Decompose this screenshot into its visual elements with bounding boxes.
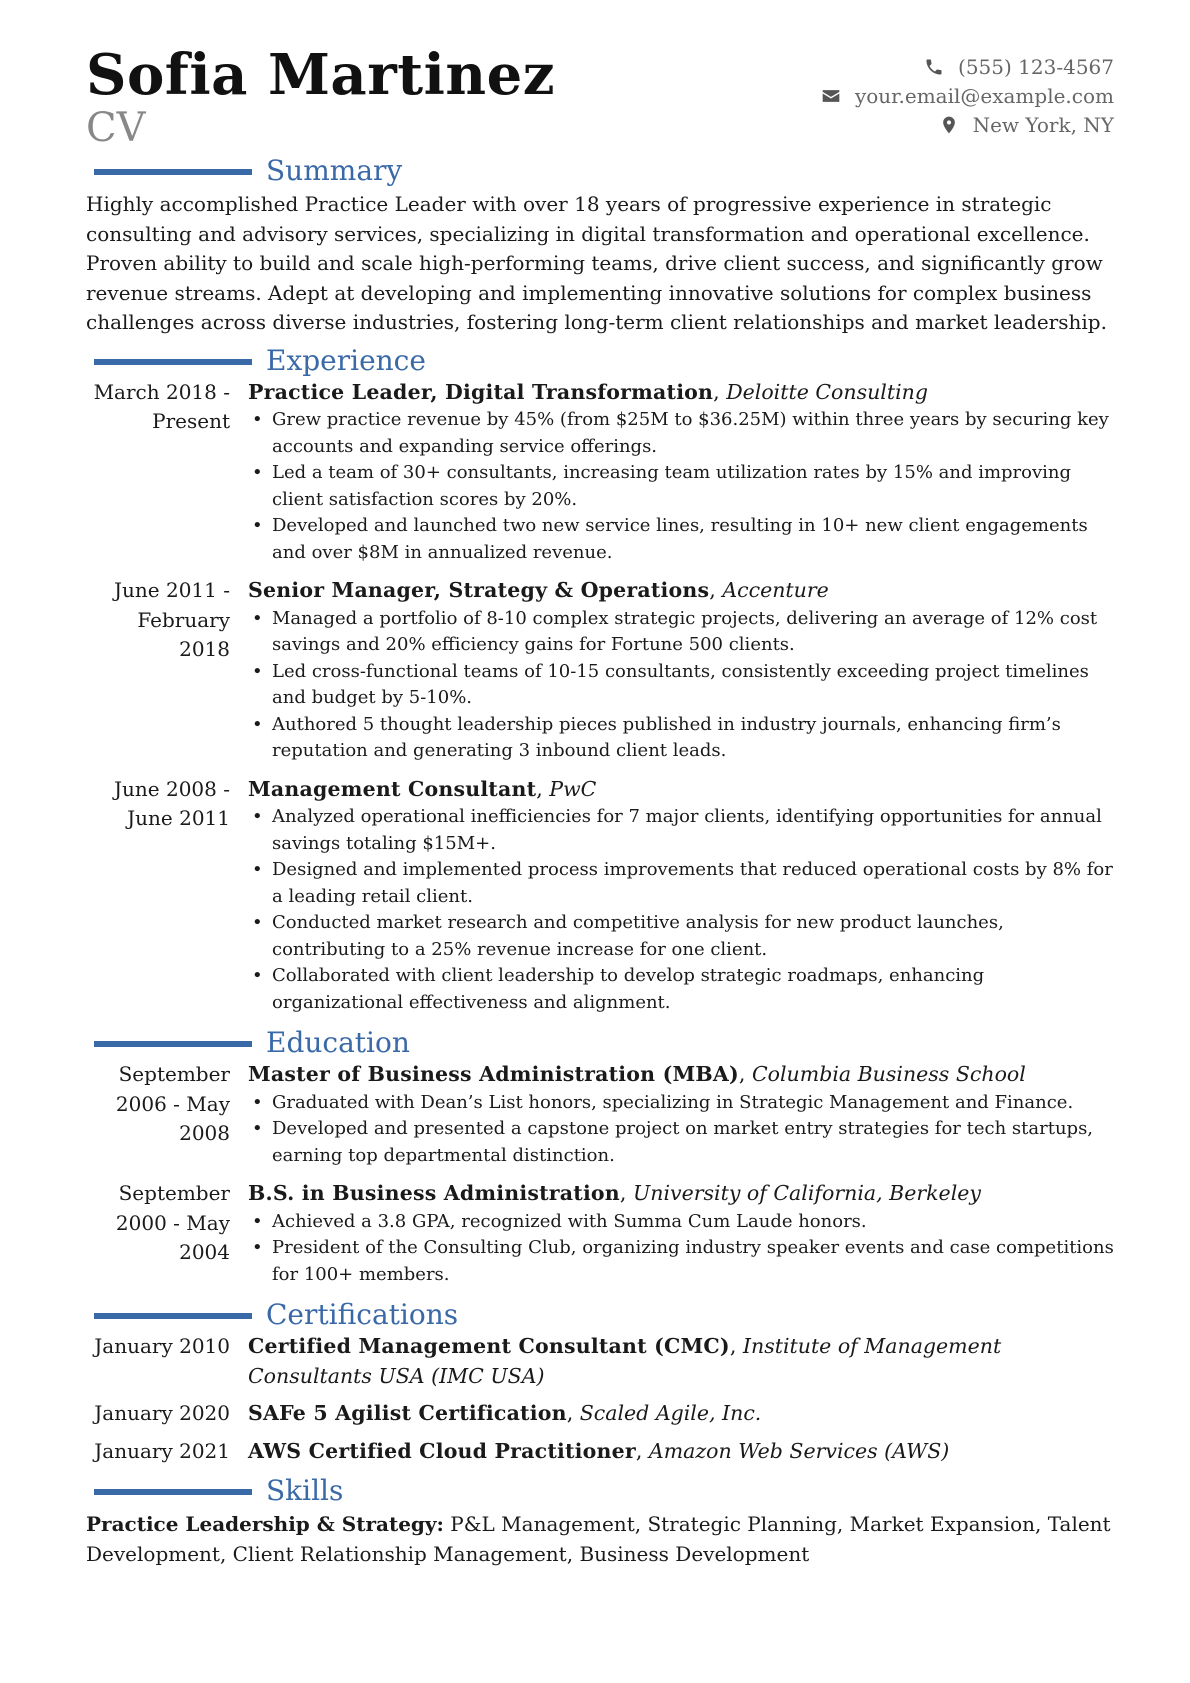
education-entry <box>86 1060 1114 1169</box>
bullet-item: • Achieved a 3.8 GPA, recognized with Summa Cum Laude honors. <box>248 1209 1114 1236</box>
cv-page <box>86 44 1114 1569</box>
experience-entry <box>86 775 1114 1017</box>
bullet-item: • Analyzed operational inefficiencies for 7 major clients, identifying opportunities for annual savings totaling $15M+. <box>248 804 1114 857</box>
section-accent-bar <box>94 169 252 175</box>
section-accent-bar <box>94 1313 252 1319</box>
bullet-item: • Managed a portfolio of 8-10 complex strategic projects, delivering an average of 12% cost savings and 20% efficiency gains for Fortune 500 clients. <box>248 606 1114 659</box>
skills-text <box>86 1510 1114 1569</box>
bullet-item: • President of the Consulting Club, organizing industry speaker events and case competitions for 100+ members. <box>248 1235 1114 1288</box>
bullet-item: • Grew practice revenue by 45% (from $25M to $36.25M) within three years by securing key accounts and expanding service offerings. <box>248 407 1114 460</box>
certification-entry: January 2021 AWS Certified Cloud Practitioner, Amazon Web Services (AWS) <box>86 1437 1114 1467</box>
certification-entry: January 2020 SAFe 5 Agilist Certification, Scaled Agile, Inc. <box>86 1399 1114 1429</box>
section-title: Certifications <box>266 1298 459 1331</box>
entry-date: June 2011 - February 2018 <box>114 578 230 661</box>
education-heading <box>86 1026 1114 1060</box>
entry-date: January 2020 <box>94 1401 230 1425</box>
experience-section <box>86 344 1114 1017</box>
entry-degree: B.S. in Business Administration <box>248 1181 620 1205</box>
entry-org: PwC <box>549 776 597 801</box>
section-title: Education <box>266 1026 410 1059</box>
skills-heading <box>86 1474 1114 1508</box>
cert-name: Certified Management Consultant (CMC) <box>248 1334 730 1358</box>
email-text: your.email@example.com <box>854 83 1114 108</box>
entry-degree: Master of Business Administration (MBA) <box>248 1062 739 1086</box>
bullet-item: • Authored 5 thought leadership pieces published in industry journals, enhancing firm’s reputation and generating 3 inbound client leads. <box>248 712 1114 765</box>
bullet-item: • Collaborated with client leadership to develop strategic roadmaps, enhancing organizational effectiveness and alignment. <box>248 963 1114 1016</box>
entry-date: June 2008 - June 2011 <box>114 776 230 830</box>
entry-date: January 2021 <box>94 1438 230 1463</box>
bullet-item: • Developed and launched two new service lines, resulting in 10+ new client engagements and over $8M in annualized revenue. <box>248 513 1114 566</box>
map-pin-icon <box>939 115 959 135</box>
entry-title: Master of Business Administration (MBA), Columbia Business School <box>248 1062 1026 1086</box>
phone-text: (555) 123-4567 <box>958 54 1114 79</box>
bullet-item: • Led a team of 30+ consultants, increasing team utilization rates by 15% and improving client satisfaction scores by 20%. <box>248 460 1114 513</box>
bullet-item: • Designed and implemented process improvements that reduced operational costs by 8% for a leading retail client. <box>248 857 1114 910</box>
entry-date: March 2018 - Present <box>93 379 230 433</box>
entry-date: September 2000 - May 2004 <box>115 1181 230 1264</box>
cert-issuer: Amazon Web Services (AWS) <box>648 1438 950 1463</box>
bullet-item: • Graduated with Dean’s List honors, specializing in Strategic Management and Finance. <box>248 1090 1114 1117</box>
bullet-item: • Led cross-functional teams of 10-15 consultants, consistently exceeding project timelines and budget by 5-10%. <box>248 659 1114 712</box>
entry-org: Accenture <box>722 578 829 602</box>
envelope-icon <box>821 86 841 106</box>
entry-school: University of California, Berkeley <box>632 1181 981 1205</box>
skills-section <box>86 1474 1114 1569</box>
section-title: Summary <box>266 154 403 187</box>
entry-title: B.S. in Business Administration, University of California, Berkeley <box>248 1181 981 1205</box>
certifications-section <box>86 1298 1114 1466</box>
cert-issuer: Institute of Management Consultants USA (IMC USA) <box>248 1334 1002 1388</box>
entry-role: Senior Manager, Strategy & Operations <box>248 578 710 602</box>
contact-email[interactable] <box>821 81 1114 110</box>
phone-icon <box>924 57 944 77</box>
bullet-item: • Conducted market research and competitive analysis for new product launches, contributing to a 25% revenue increase for one client. <box>248 910 1114 963</box>
certification-entry: January 2010 Certified Management Consultant (CMC), Institute of Management Consultants USA (IMC USA) <box>86 1332 1114 1391</box>
bullet-item: • Developed and presented a capstone project on market entry strategies for tech startups, earning top departmental distinction. <box>248 1116 1114 1169</box>
skills-label: Practice Leadership & Strategy: <box>86 1512 444 1536</box>
experience-entry <box>86 378 1114 567</box>
section-accent-bar <box>94 359 252 365</box>
experience-heading <box>86 344 1114 378</box>
cert-name: AWS Certified Cloud Practitioner <box>248 1438 636 1463</box>
document-subtitle: CV <box>86 105 146 151</box>
contact-location <box>821 110 1114 139</box>
section-accent-bar <box>94 1041 252 1047</box>
entry-role: Management Consultant <box>248 776 537 801</box>
contact-info <box>821 52 1114 139</box>
entry-org: Deloitte Consulting <box>726 379 928 404</box>
entry-school: Columbia Business School <box>751 1062 1026 1086</box>
person-name: Sofia Martinez <box>86 42 555 108</box>
experience-entry <box>86 576 1114 765</box>
summary-text: Highly accomplished Practice Leader with over 18 years of progressive experience in strategic consulting and advisory services, specializing in digital transformation and operational excellence. Proven ability to build and scale high-performing teams, drive client success, and significantly grow revenue streams. Adept at developing and implementing innovative solutions for complex business challenges across diverse industries, fostering long-term client relationships and market leadership. <box>86 192 1107 334</box>
entry-title: Senior Manager, Strategy & Operations, Accenture <box>248 578 829 602</box>
entry-title: Management Consultant, PwC <box>248 776 597 801</box>
cv-header <box>86 44 1114 154</box>
section-title: Experience <box>266 343 426 377</box>
summary-heading <box>86 154 1114 188</box>
cert-issuer: Scaled Agile, Inc. <box>579 1401 762 1425</box>
education-section <box>86 1026 1114 1288</box>
section-title: Skills <box>266 1474 344 1507</box>
entry-date: September 2006 - May 2008 <box>115 1062 230 1145</box>
location-text: New York, NY <box>972 112 1114 137</box>
summary-section <box>86 154 1114 338</box>
contact-phone[interactable] <box>821 52 1114 81</box>
cert-name: SAFe 5 Agilist Certification <box>248 1401 567 1425</box>
education-entry <box>86 1179 1114 1288</box>
entry-date: January 2010 <box>94 1334 230 1358</box>
entry-role: Practice Leader, Digital Transformation <box>248 379 714 404</box>
certifications-heading <box>86 1298 1114 1332</box>
entry-title: Practice Leader, Digital Transformation, Deloitte Consulting <box>248 379 928 404</box>
section-accent-bar <box>94 1489 252 1495</box>
skills-list: P&L Management, Strategic Planning, Market Expansion, Talent Development, Client Relationship Management, Business Development <box>86 1512 1111 1566</box>
